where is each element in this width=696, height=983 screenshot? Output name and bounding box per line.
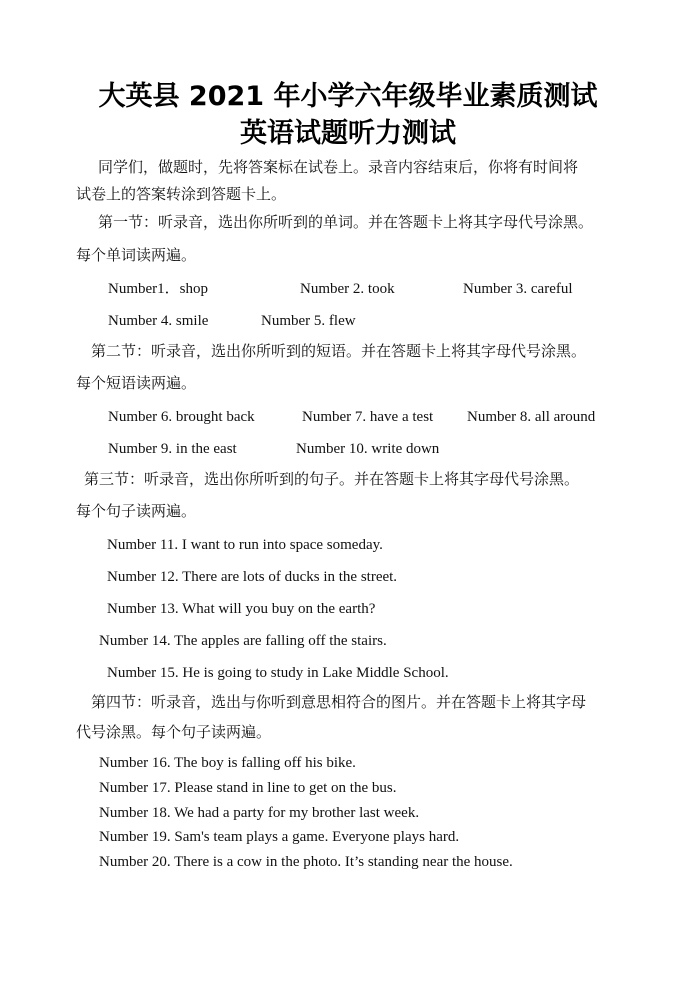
section3-heading-2: 每个句子读两遍。 bbox=[76, 502, 197, 520]
section3-item-12: Number 12. There are lots of ducks in the street. bbox=[107, 569, 398, 585]
section1-item-3: Number 3. careful bbox=[463, 281, 573, 297]
section3-heading: 第三节：听录音，选出你所听到的句子。并在答题卡上将其字母代号涂黑。 bbox=[84, 470, 580, 488]
section4-item-17: Number 17. Please stand in line to get on the bus. bbox=[99, 780, 397, 796]
section1-item-5: Number 5. flew bbox=[261, 313, 356, 329]
title-line-1: 大英县 2021 年小学六年级毕业素质测试 bbox=[98, 81, 598, 112]
section4-item-19: Number 19. Sam's team plays a game. Everyone plays hard. bbox=[99, 829, 460, 845]
section1-item-4: Number 4. smile bbox=[108, 313, 209, 329]
section1-heading: 第一节：听录音，选出你所听到的单词。并在答题卡上将其字母代号涂黑。 bbox=[98, 213, 594, 231]
section3-item-14: Number 14. The apples are falling off the stairs. bbox=[99, 633, 387, 649]
section4-heading: 第四节：听录音，选出与你听到意思相符合的图片。并在答题卡上将其字母 bbox=[91, 693, 587, 711]
section2-item-10: Number 10. write down bbox=[296, 441, 440, 457]
section4-heading-2: 代号涂黑。每个句子读两遍。 bbox=[76, 723, 272, 741]
section4-item-16: Number 16. The boy is falling off his bike. bbox=[99, 755, 356, 771]
section3-item-13: Number 13. What will you buy on the earth? bbox=[107, 601, 376, 617]
section2-item-6: Number 6. brought back bbox=[108, 409, 255, 425]
intro-line-1: 同学们，做题时，先将答案标在试卷上。录音内容结束后，你将有时间将 bbox=[98, 158, 579, 176]
section2-item-9: Number 9. in the east bbox=[108, 441, 237, 457]
section4-item-20: Number 20. There is a cow in the photo. It’s standing near the house. bbox=[99, 854, 513, 870]
intro-line-2: 试卷上的答案转涂到答题卡上。 bbox=[76, 185, 287, 203]
section2-item-7: Number 7. have a test bbox=[302, 409, 434, 425]
title-line-2: 英语试题听力测试 bbox=[240, 118, 456, 149]
section3-item-11: Number 11. I want to run into space someday. bbox=[107, 537, 383, 553]
section1-item-1: Number1．shop bbox=[108, 281, 208, 297]
section2-item-8: Number 8. all around bbox=[467, 409, 596, 425]
section3-item-15: Number 15. He is going to study in Lake Middle School. bbox=[107, 665, 449, 681]
section1-heading-2: 每个单词读两遍。 bbox=[76, 246, 197, 264]
section1-item-2: Number 2. took bbox=[300, 281, 395, 297]
section2-heading-2: 每个短语读两遍。 bbox=[76, 374, 197, 392]
section4-item-18: Number 18. We had a party for my brother last week. bbox=[99, 805, 420, 821]
section2-heading: 第二节：听录音，选出你所听到的短语。并在答题卡上将其字母代号涂黑。 bbox=[91, 342, 587, 360]
